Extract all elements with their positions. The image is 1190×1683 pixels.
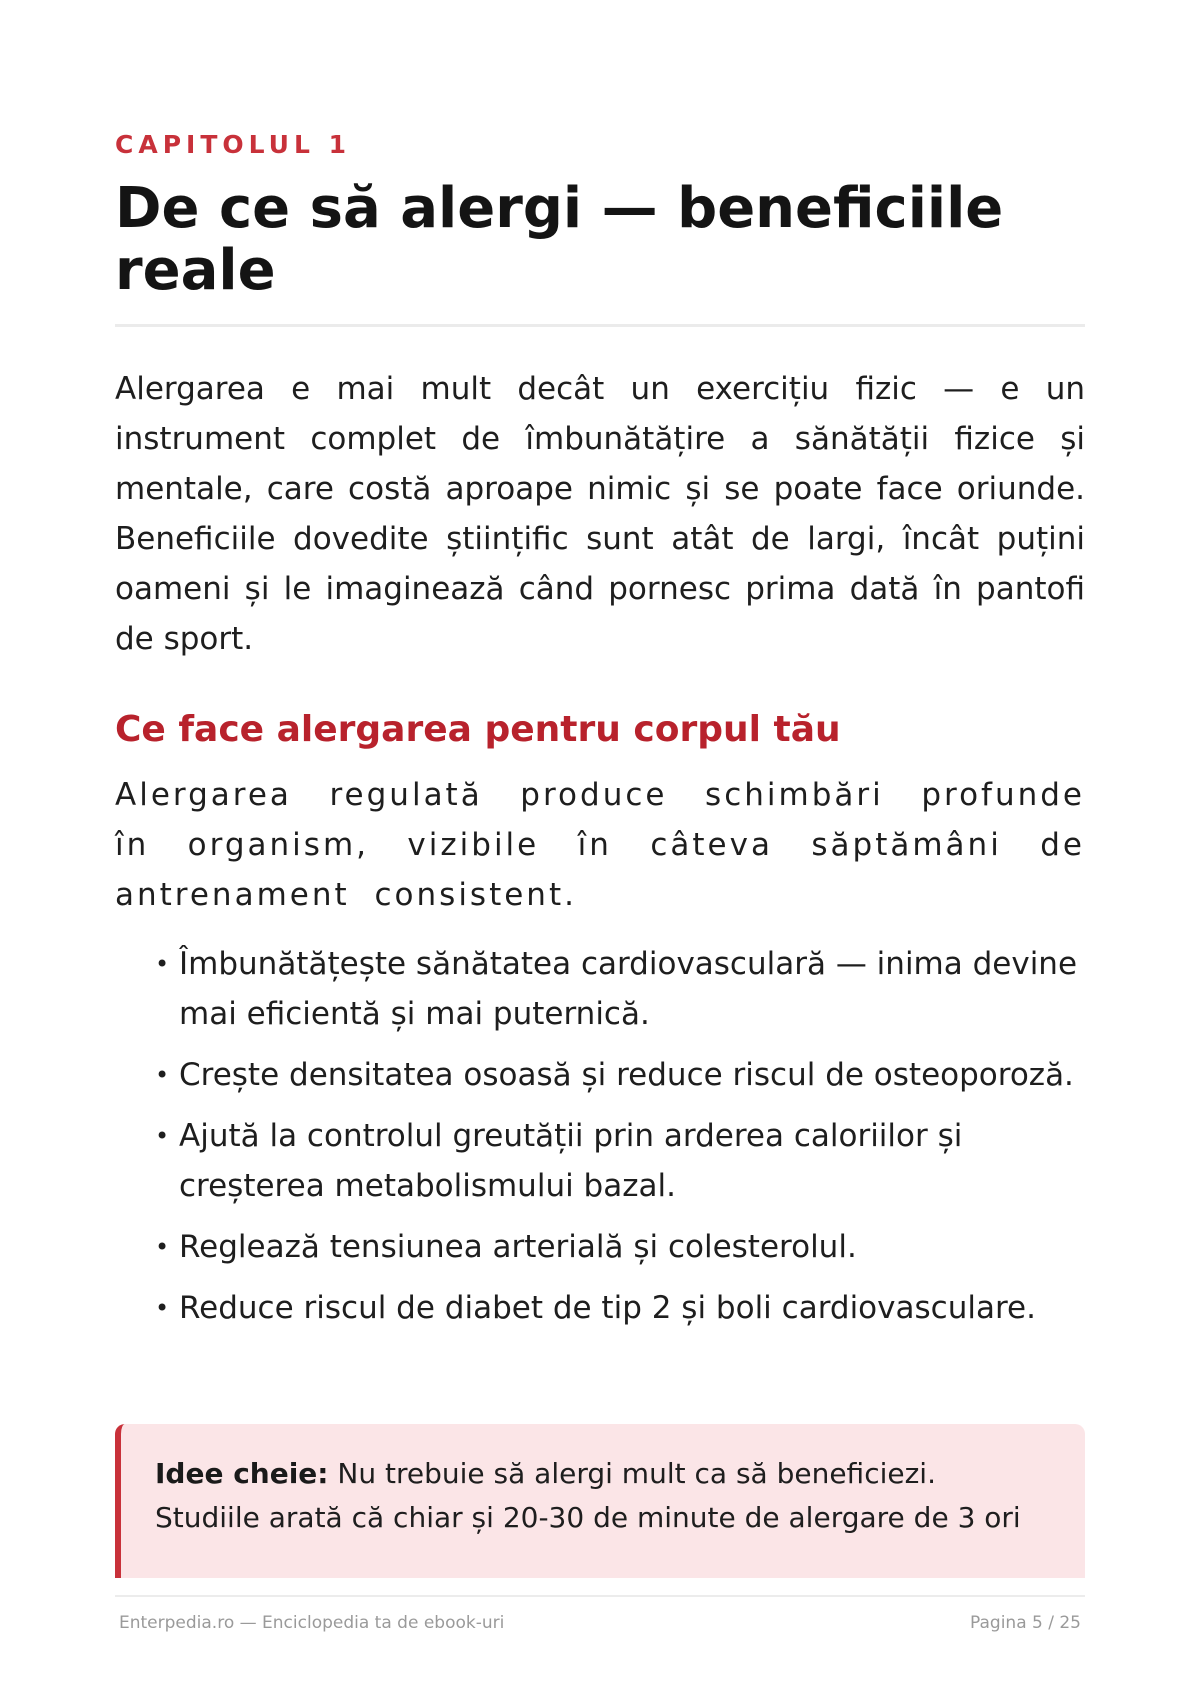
- list-item: [155, 1111, 1085, 1211]
- list-item: [155, 939, 1085, 1039]
- title-divider: [115, 324, 1085, 327]
- list-item: [155, 1283, 1085, 1333]
- bullet-icon: •: [155, 1122, 170, 1150]
- benefits-list: [155, 939, 1085, 1344]
- key-idea-callout: [115, 1424, 1085, 1578]
- section-paragraph: Alergarea regulată produce schimbări profunde în organism, vizibile în câteva săptămâni de antrenament consistent.: [115, 777, 1085, 913]
- list-item: [155, 1050, 1085, 1100]
- list-item-text: Reduce riscul de diabet de tip 2 și boli cardiovasculare.: [179, 1290, 1036, 1326]
- footer-page-number: Pagina 5 / 25: [970, 1613, 1081, 1633]
- bullet-icon: •: [155, 1294, 170, 1322]
- chapter-title: De ce să alergi — beneficiile reale: [115, 176, 1004, 303]
- callout-text: [155, 1452, 1035, 1540]
- footer-site-name: Enterpedia.ro — Enciclopedia ta de ebook-uri: [119, 1613, 505, 1633]
- list-item-text: Îmbunătățește sănătatea cardiovasculară — inima devine mai eficientă și mai puternică.: [179, 946, 1078, 1032]
- bullet-icon: •: [155, 1061, 170, 1089]
- footer-divider: [115, 1595, 1085, 1597]
- list-item-text: Reglează tensiunea arterială și colesterolul.: [179, 1229, 857, 1265]
- list-item: [155, 1222, 1085, 1272]
- bullet-icon: •: [155, 1233, 170, 1261]
- callout-body: Nu trebuie să alergi mult ca să beneficiezi. Studiile arată că chiar și 20-30 de minute de alergare de 3 ori: [155, 1457, 1021, 1534]
- intro-paragraph: Alergarea e mai mult decât un exercițiu fizic — e un instrument complet de îmbunătățire a sănătății fizice și mentale, care costă aproape nimic și se poate face oriunde. Beneficiile dovedite științific sunt atât de largi, încât puțini oameni și le imaginează când pornesc prima dată în pantofi de sport.: [115, 371, 1085, 657]
- bullet-icon: •: [155, 950, 170, 978]
- ebook-page: [115, 0, 1085, 1683]
- list-item-text: Ajută la controlul greutății prin arderea caloriilor și creșterea metabolismului bazal.: [179, 1118, 963, 1204]
- list-item-text: Crește densitatea osoasă și reduce riscul de osteoporoză.: [179, 1057, 1074, 1093]
- chapter-label: CAPITOLUL 1: [115, 130, 351, 159]
- callout-label: Idee cheie:: [155, 1457, 329, 1490]
- section-heading: Ce face alergarea pentru corpul tău: [115, 709, 841, 750]
